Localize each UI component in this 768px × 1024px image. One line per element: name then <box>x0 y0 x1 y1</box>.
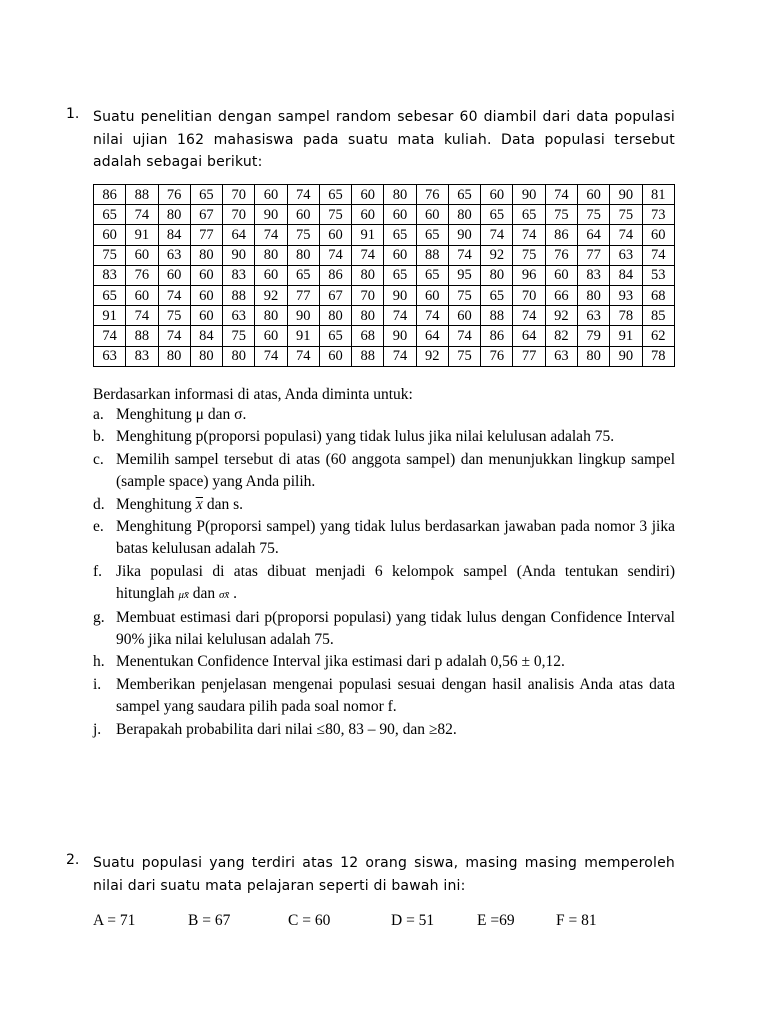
table-cell: 76 <box>545 245 577 265</box>
table-cell: 91 <box>287 326 319 346</box>
table-cell: 91 <box>126 225 158 245</box>
table-cell: 78 <box>642 346 674 366</box>
table-row <box>94 265 675 285</box>
table-cell: 64 <box>223 225 255 245</box>
table-cell: 64 <box>416 326 448 346</box>
table-cell: 65 <box>481 285 513 305</box>
table-cell: 74 <box>126 306 158 326</box>
population-table <box>93 184 675 367</box>
table-cell: 74 <box>513 306 545 326</box>
table-cell: 86 <box>319 265 351 285</box>
table-cell: 75 <box>448 346 480 366</box>
table-cell: 91 <box>94 306 126 326</box>
table-cell: 74 <box>481 225 513 245</box>
table-cell: 75 <box>223 326 255 346</box>
table-cell: 90 <box>287 306 319 326</box>
mu-x-bar-symbol: μx̄ <box>178 589 189 602</box>
task-b: b. Menghitung p(proporsi populasi) yang tidak lulus jika nilai kelulusan adalah 75. <box>93 426 675 448</box>
table-cell: 60 <box>448 306 480 326</box>
table-cell: 60 <box>94 225 126 245</box>
table-row <box>94 185 675 205</box>
question-1-text: Suatu penelitian dengan sampel random sebesar 60 diambil dari data populasi nilai ujian 162 mahasiswa pada suatu mata kuliah. Data populasi tersebut adalah sebagai berikut: <box>93 109 675 170</box>
table-cell: 74 <box>448 326 480 346</box>
task-list <box>93 404 675 741</box>
table-cell: 83 <box>94 265 126 285</box>
table-cell: 70 <box>223 185 255 205</box>
table-cell: 75 <box>513 245 545 265</box>
table-cell: 65 <box>319 185 351 205</box>
table-cell: 60 <box>416 205 448 225</box>
table-cell: 84 <box>158 225 190 245</box>
sigma-x-bar-symbol: σx̄ <box>218 589 230 602</box>
table-cell: 74 <box>94 326 126 346</box>
task-i: i. Memberikan penjelasan mengenai populasi sesuai dengan hasil analisis Anda atas data sampel yang saudara pilih pada soal nomor f. <box>93 675 675 716</box>
table-cell: 70 <box>513 285 545 305</box>
question-2-number: 2. <box>66 852 80 868</box>
table-cell: 80 <box>319 306 351 326</box>
task-j: j. Berapakah probabilita dari nilai ≤80, 83 – 90, dan ≥82. <box>93 719 675 741</box>
table-cell: 60 <box>190 306 222 326</box>
table-cell: 92 <box>416 346 448 366</box>
table-cell: 60 <box>126 245 158 265</box>
table-row <box>94 346 675 366</box>
table-cell: 88 <box>481 306 513 326</box>
table-cell: 65 <box>319 326 351 346</box>
table-cell: 86 <box>481 326 513 346</box>
table-cell: 60 <box>384 245 416 265</box>
task-g: g. Membuat estimasi dari p(proporsi populasi) yang tidak lulus dengan Confidence Interval 90% jika nilai kelulusan adalah 75. <box>93 608 675 649</box>
table-cell: 53 <box>642 265 674 285</box>
table-cell: 75 <box>448 285 480 305</box>
table-cell: 74 <box>287 346 319 366</box>
table-cell: 91 <box>610 326 642 346</box>
x-bar-symbol: $\overline{X}$ <box>195 497 203 512</box>
value-a: A = 71 <box>93 912 136 929</box>
value-f: F = 81 <box>556 912 597 929</box>
table-cell: 65 <box>448 185 480 205</box>
table-cell: 77 <box>513 346 545 366</box>
task-label: g. <box>93 608 105 626</box>
table-cell: 60 <box>352 185 384 205</box>
table-cell: 90 <box>513 185 545 205</box>
table-cell: 74 <box>513 225 545 245</box>
table-cell: 74 <box>126 205 158 225</box>
task-d: d. Menghitung $\overline{X}$ dan s. <box>93 494 675 516</box>
table-cell: 60 <box>126 285 158 305</box>
table-cell: 90 <box>610 346 642 366</box>
question-2-text: Suatu populasi yang terdiri atas 12 orang siswa, masing masing memperoleh nilai dari suatu mata pelajaran seperti di bawah ini: <box>93 855 675 894</box>
table-cell: 75 <box>610 205 642 225</box>
table-cell: 79 <box>577 326 609 346</box>
task-f: f. Jika populasi di atas dibuat menjadi 6 kelompok sampel (Anda tentukan sendiri) hitunglah μx̄ dan σx̄ . <box>93 562 675 603</box>
table-row <box>94 225 675 245</box>
table-cell: 75 <box>94 245 126 265</box>
task-label: i. <box>93 675 102 693</box>
table-cell: 65 <box>384 225 416 245</box>
table-cell: 85 <box>642 306 674 326</box>
table-cell: 77 <box>190 225 222 245</box>
task-e: e. Menghitung P(proporsi sampel) yang tidak lulus berdasarkan jawaban pada nomor 3 jika batas kelulusan adalah 75. <box>93 518 675 558</box>
table-cell: 73 <box>642 205 674 225</box>
table-cell: 65 <box>481 205 513 225</box>
table-cell: 86 <box>545 225 577 245</box>
table-cell: 60 <box>416 285 448 305</box>
table-row <box>94 285 675 305</box>
table-cell: 74 <box>255 225 287 245</box>
table-cell: 63 <box>158 245 190 265</box>
table-cell: 60 <box>319 346 351 366</box>
table-cell: 88 <box>126 185 158 205</box>
table-cell: 60 <box>287 205 319 225</box>
table-cell: 63 <box>545 346 577 366</box>
task-label: f. <box>93 562 103 580</box>
table-cell: 80 <box>287 245 319 265</box>
table-cell: 88 <box>126 326 158 346</box>
table-cell: 74 <box>545 185 577 205</box>
table-cell: 96 <box>513 265 545 285</box>
table-cell: 75 <box>545 205 577 225</box>
table-cell: 74 <box>158 326 190 346</box>
table-row <box>94 245 675 265</box>
table-cell: 88 <box>416 245 448 265</box>
table-cell: 77 <box>287 285 319 305</box>
task-a: a. Menghitung μ dan σ. <box>93 404 675 426</box>
table-cell: 65 <box>384 265 416 285</box>
value-e: E =69 <box>477 912 515 929</box>
table-cell: 80 <box>255 245 287 265</box>
table-cell: 74 <box>384 306 416 326</box>
table-cell: 83 <box>223 265 255 285</box>
table-row <box>94 306 675 326</box>
table-cell: 65 <box>416 225 448 245</box>
table-cell: 65 <box>513 205 545 225</box>
table-cell: 90 <box>223 245 255 265</box>
table-cell: 90 <box>384 326 416 346</box>
table-cell: 60 <box>481 185 513 205</box>
value-b: B = 67 <box>188 912 231 929</box>
table-cell: 64 <box>577 225 609 245</box>
table-cell: 70 <box>223 205 255 225</box>
table-cell: 74 <box>255 346 287 366</box>
table-cell: 80 <box>190 245 222 265</box>
table-cell: 88 <box>352 346 384 366</box>
table-cell: 66 <box>545 285 577 305</box>
table-cell: 74 <box>642 245 674 265</box>
table-cell: 68 <box>642 285 674 305</box>
table-cell: 80 <box>481 265 513 285</box>
table-cell: 84 <box>610 265 642 285</box>
table-row <box>94 326 675 346</box>
table-cell: 65 <box>190 185 222 205</box>
table-cell: 63 <box>94 346 126 366</box>
table-cell: 78 <box>610 306 642 326</box>
task-label: e. <box>93 518 104 536</box>
task-label: c. <box>93 450 104 468</box>
table-cell: 86 <box>94 185 126 205</box>
table-cell: 83 <box>126 346 158 366</box>
table-cell: 74 <box>448 245 480 265</box>
table-cell: 80 <box>448 205 480 225</box>
table-cell: 83 <box>577 265 609 285</box>
table-cell: 65 <box>94 205 126 225</box>
student-values <box>93 912 713 934</box>
table-cell: 74 <box>158 285 190 305</box>
table-cell: 70 <box>352 285 384 305</box>
table-cell: 63 <box>577 306 609 326</box>
task-c: c. Memilih sampel tersebut di atas (60 anggota sampel) dan menunjukkan lingkup sampel (sample space) yang Anda pilih. <box>93 450 675 491</box>
table-cell: 60 <box>255 185 287 205</box>
task-h: h. Menentukan Confidence Interval jika estimasi dari p adalah 0,56 ± 0,12. <box>93 651 675 673</box>
table-cell: 80 <box>384 185 416 205</box>
table-cell: 80 <box>158 205 190 225</box>
table-cell: 67 <box>319 285 351 305</box>
task-label: b. <box>93 428 105 446</box>
table-cell: 60 <box>545 265 577 285</box>
task-label: h. <box>93 653 105 671</box>
table-cell: 75 <box>577 205 609 225</box>
table-cell: 60 <box>158 265 190 285</box>
table-cell: 90 <box>610 185 642 205</box>
table-cell: 63 <box>610 245 642 265</box>
table-cell: 80 <box>223 346 255 366</box>
table-cell: 92 <box>255 285 287 305</box>
table-cell: 80 <box>255 306 287 326</box>
table-cell: 74 <box>610 225 642 245</box>
table-cell: 74 <box>384 346 416 366</box>
table-cell: 95 <box>448 265 480 285</box>
table-cell: 65 <box>416 265 448 285</box>
question-1-number: 1. <box>66 106 80 122</box>
table-cell: 80 <box>190 346 222 366</box>
task-label: a. <box>93 406 104 423</box>
table-cell: 74 <box>352 245 384 265</box>
table-cell: 74 <box>287 185 319 205</box>
table-cell: 82 <box>545 326 577 346</box>
table-cell: 80 <box>577 285 609 305</box>
value-c: C = 60 <box>288 912 331 929</box>
table-cell: 90 <box>255 205 287 225</box>
table-cell: 75 <box>319 205 351 225</box>
table-cell: 68 <box>352 326 384 346</box>
table-cell: 84 <box>190 326 222 346</box>
table-cell: 80 <box>352 265 384 285</box>
value-d: D = 51 <box>391 912 435 929</box>
table-cell: 60 <box>577 185 609 205</box>
table-cell: 93 <box>610 285 642 305</box>
table-cell: 77 <box>577 245 609 265</box>
table-cell: 65 <box>287 265 319 285</box>
table-row <box>94 205 675 225</box>
task-label: d. <box>93 495 105 513</box>
table-cell: 91 <box>352 225 384 245</box>
mu-symbol: μ <box>195 406 204 423</box>
table-cell: 60 <box>255 326 287 346</box>
table-cell: 62 <box>642 326 674 346</box>
table-cell: 63 <box>223 306 255 326</box>
table-cell: 80 <box>352 306 384 326</box>
instructions-intro: Berdasarkan informasi di atas, Anda diminta untuk: <box>93 386 413 403</box>
table-cell: 75 <box>287 225 319 245</box>
table-cell: 92 <box>481 245 513 265</box>
table-cell: 76 <box>481 346 513 366</box>
table-cell: 90 <box>384 285 416 305</box>
table-cell: 60 <box>352 205 384 225</box>
table-cell: 90 <box>448 225 480 245</box>
task-label: j. <box>93 720 102 738</box>
table-cell: 76 <box>158 185 190 205</box>
table-cell: 74 <box>416 306 448 326</box>
table-cell: 76 <box>126 265 158 285</box>
table-cell: 60 <box>190 285 222 305</box>
sigma-symbol: σ <box>234 406 243 423</box>
table-cell: 92 <box>545 306 577 326</box>
table-cell: 67 <box>190 205 222 225</box>
table-cell: 60 <box>319 225 351 245</box>
table-cell: 60 <box>190 265 222 285</box>
table-cell: 81 <box>642 185 674 205</box>
table-cell: 76 <box>416 185 448 205</box>
table-cell: 60 <box>255 265 287 285</box>
table-cell: 64 <box>513 326 545 346</box>
table-cell: 74 <box>319 245 351 265</box>
table-cell: 60 <box>642 225 674 245</box>
table-cell: 60 <box>384 205 416 225</box>
table-cell: 65 <box>94 285 126 305</box>
table-cell: 75 <box>158 306 190 326</box>
table-cell: 80 <box>158 346 190 366</box>
table-cell: 88 <box>223 285 255 305</box>
table-cell: 80 <box>577 346 609 366</box>
